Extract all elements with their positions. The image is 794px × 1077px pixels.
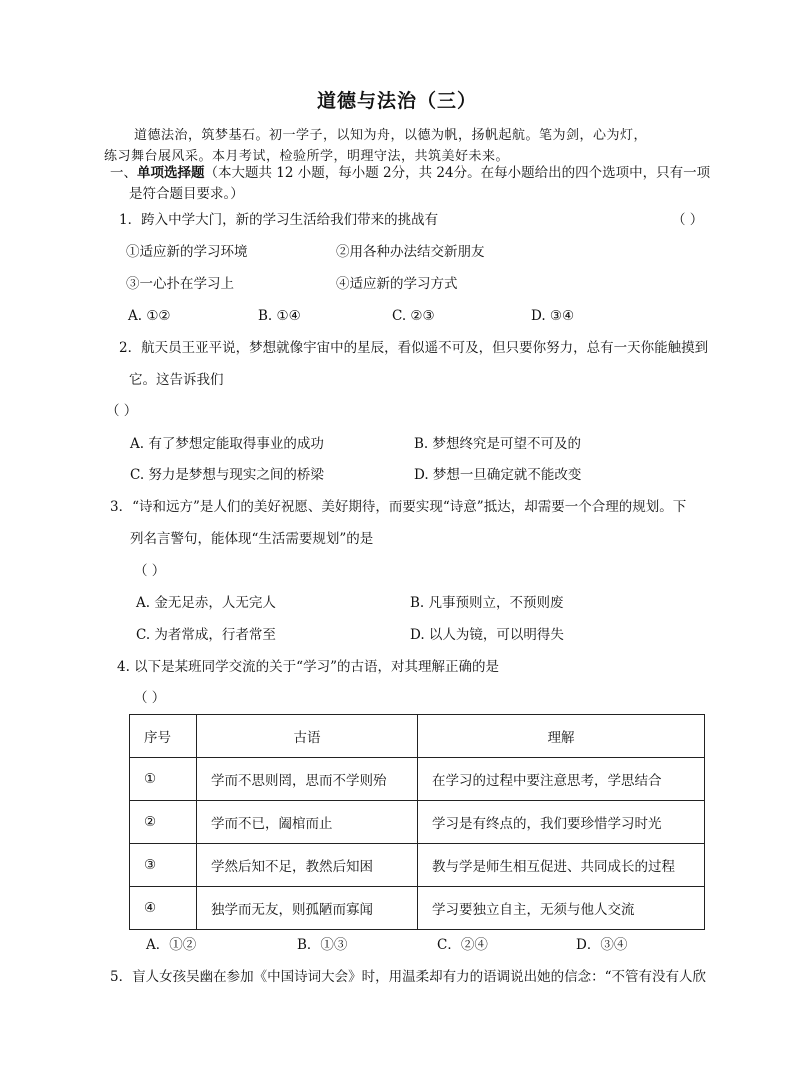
section-heading xyxy=(110,164,710,182)
q1-option-d: D. ③④ xyxy=(531,308,575,324)
table-row xyxy=(130,844,705,887)
section-title: 单项选择题 xyxy=(137,165,205,181)
q1-answer-blank: （ ） xyxy=(672,212,704,228)
table-header-cell: 序号 xyxy=(130,715,197,758)
q1-item-2: ②用各种办法结交新朋友 xyxy=(336,244,485,260)
table-cell: 学习是有终点的，我们要珍惜学习时光 xyxy=(418,801,705,844)
q1-stem: 1．跨入中学大门，新的学习生活给我们带来的挑战有 xyxy=(119,212,439,228)
q2-option-b: B. 梦想终究是可望不可及的 xyxy=(414,436,582,452)
section-instructions: （本大题共 12 小题，每小题 2分，共 24分。在每小题给出的四个选项中，只有一项 xyxy=(204,165,711,181)
q4-option-b: B．①③ xyxy=(297,937,348,953)
q1-item-3: ③一心扑在学习上 xyxy=(126,276,234,292)
table-cell: ④ xyxy=(130,887,197,930)
page-title: 道德与法治（三） xyxy=(316,90,477,112)
table-row xyxy=(130,758,705,801)
table-cell: 独学而无友，则孤陋而寡闻 xyxy=(197,887,418,930)
q1-option-c: C. ②③ xyxy=(392,308,435,324)
q3-answer-blank: （ ） xyxy=(134,563,166,579)
q4-answer-blank: （ ） xyxy=(134,690,166,706)
table-cell: ③ xyxy=(130,844,197,887)
table-header-row xyxy=(130,715,705,758)
q3-stem-2: 列名言警句，能体现“生活需要规划”的是 xyxy=(130,531,374,547)
q3-option-a: A. 金无足赤，人无完人 xyxy=(136,595,276,611)
table-cell: 学而不已，阖棺而止 xyxy=(197,801,418,844)
section-prefix: 一、 xyxy=(110,165,137,181)
section-instructions-2: 是符合题目要求。） xyxy=(129,186,244,202)
q4-table xyxy=(129,714,705,930)
q3-option-c: C. 为者常成，行者常至 xyxy=(136,627,276,643)
table-header-cell: 理解 xyxy=(418,715,705,758)
q4-option-d: D．③④ xyxy=(576,937,628,953)
q3-stem-1: 3．“诗和远方”是人们的美好祝愿、美好期待，而要实现“诗意”抵达，却需要一个合理的规划。下 xyxy=(110,499,687,515)
table-cell: 学习要独立自主，无须与他人交流 xyxy=(418,887,705,930)
table-row xyxy=(130,887,705,930)
q4-option-c: C．②④ xyxy=(437,937,488,953)
table-cell: ① xyxy=(130,758,197,801)
table-cell: 学而不思则罔，思而不学则殆 xyxy=(197,758,418,801)
intro-line-2: 练习舞台展风采。本月考试，检验所学，明理守法，共筑美好未来。 xyxy=(104,149,510,164)
q2-stem-1: 2．航天员王亚平说，梦想就像宇宙中的星辰，看似遥不可及，但只要你努力，总有一天你能触摸到 xyxy=(119,340,709,356)
table-row xyxy=(130,801,705,844)
table-cell: 在学习的过程中要注意思考，学思结合 xyxy=(418,758,705,801)
q1-option-b: B. ①④ xyxy=(258,308,301,324)
intro-line-1: 道德法治，筑梦基石。初一学子，以知为舟，以德为帆，扬帆起航。笔为剑，心为灯， xyxy=(134,128,648,143)
q2-option-c: C. 努力是梦想与现实之间的桥梁 xyxy=(130,467,324,483)
table-cell: ② xyxy=(130,801,197,844)
q1-option-a: A. ①② xyxy=(128,308,171,324)
q3-option-b: B. 凡事预则立，不预则废 xyxy=(410,595,564,611)
q4-stem: 4. 以下是某班同学交流的关于“学习”的古语，对其理解正确的是 xyxy=(117,659,499,675)
table-cell: 学然后知不足，教然后知困 xyxy=(197,844,418,887)
table-header-cell: 古语 xyxy=(197,715,418,758)
q3-option-d: D. 以人为镜，可以明得失 xyxy=(410,627,564,643)
q2-answer-blank: （ ） xyxy=(106,403,138,419)
q2-option-d: D. 梦想一旦确定就不能改变 xyxy=(414,467,582,483)
table-cell: 教与学是师生相互促进、共同成长的过程 xyxy=(418,844,705,887)
q1-item-1: ①适应新的学习环境 xyxy=(126,244,248,260)
q1-item-4: ④适应新的学习方式 xyxy=(336,276,458,292)
q5-stem: 5．盲人女孩吴幽在参加《中国诗词大会》时，用温柔却有力的语调说出她的信念：“不管有没有人欣 xyxy=(110,969,706,985)
q2-option-a: A. 有了梦想定能取得事业的成功 xyxy=(130,436,324,452)
q2-stem-2: 它。这告诉我们 xyxy=(129,372,224,388)
q4-option-a: A．①② xyxy=(146,937,197,953)
